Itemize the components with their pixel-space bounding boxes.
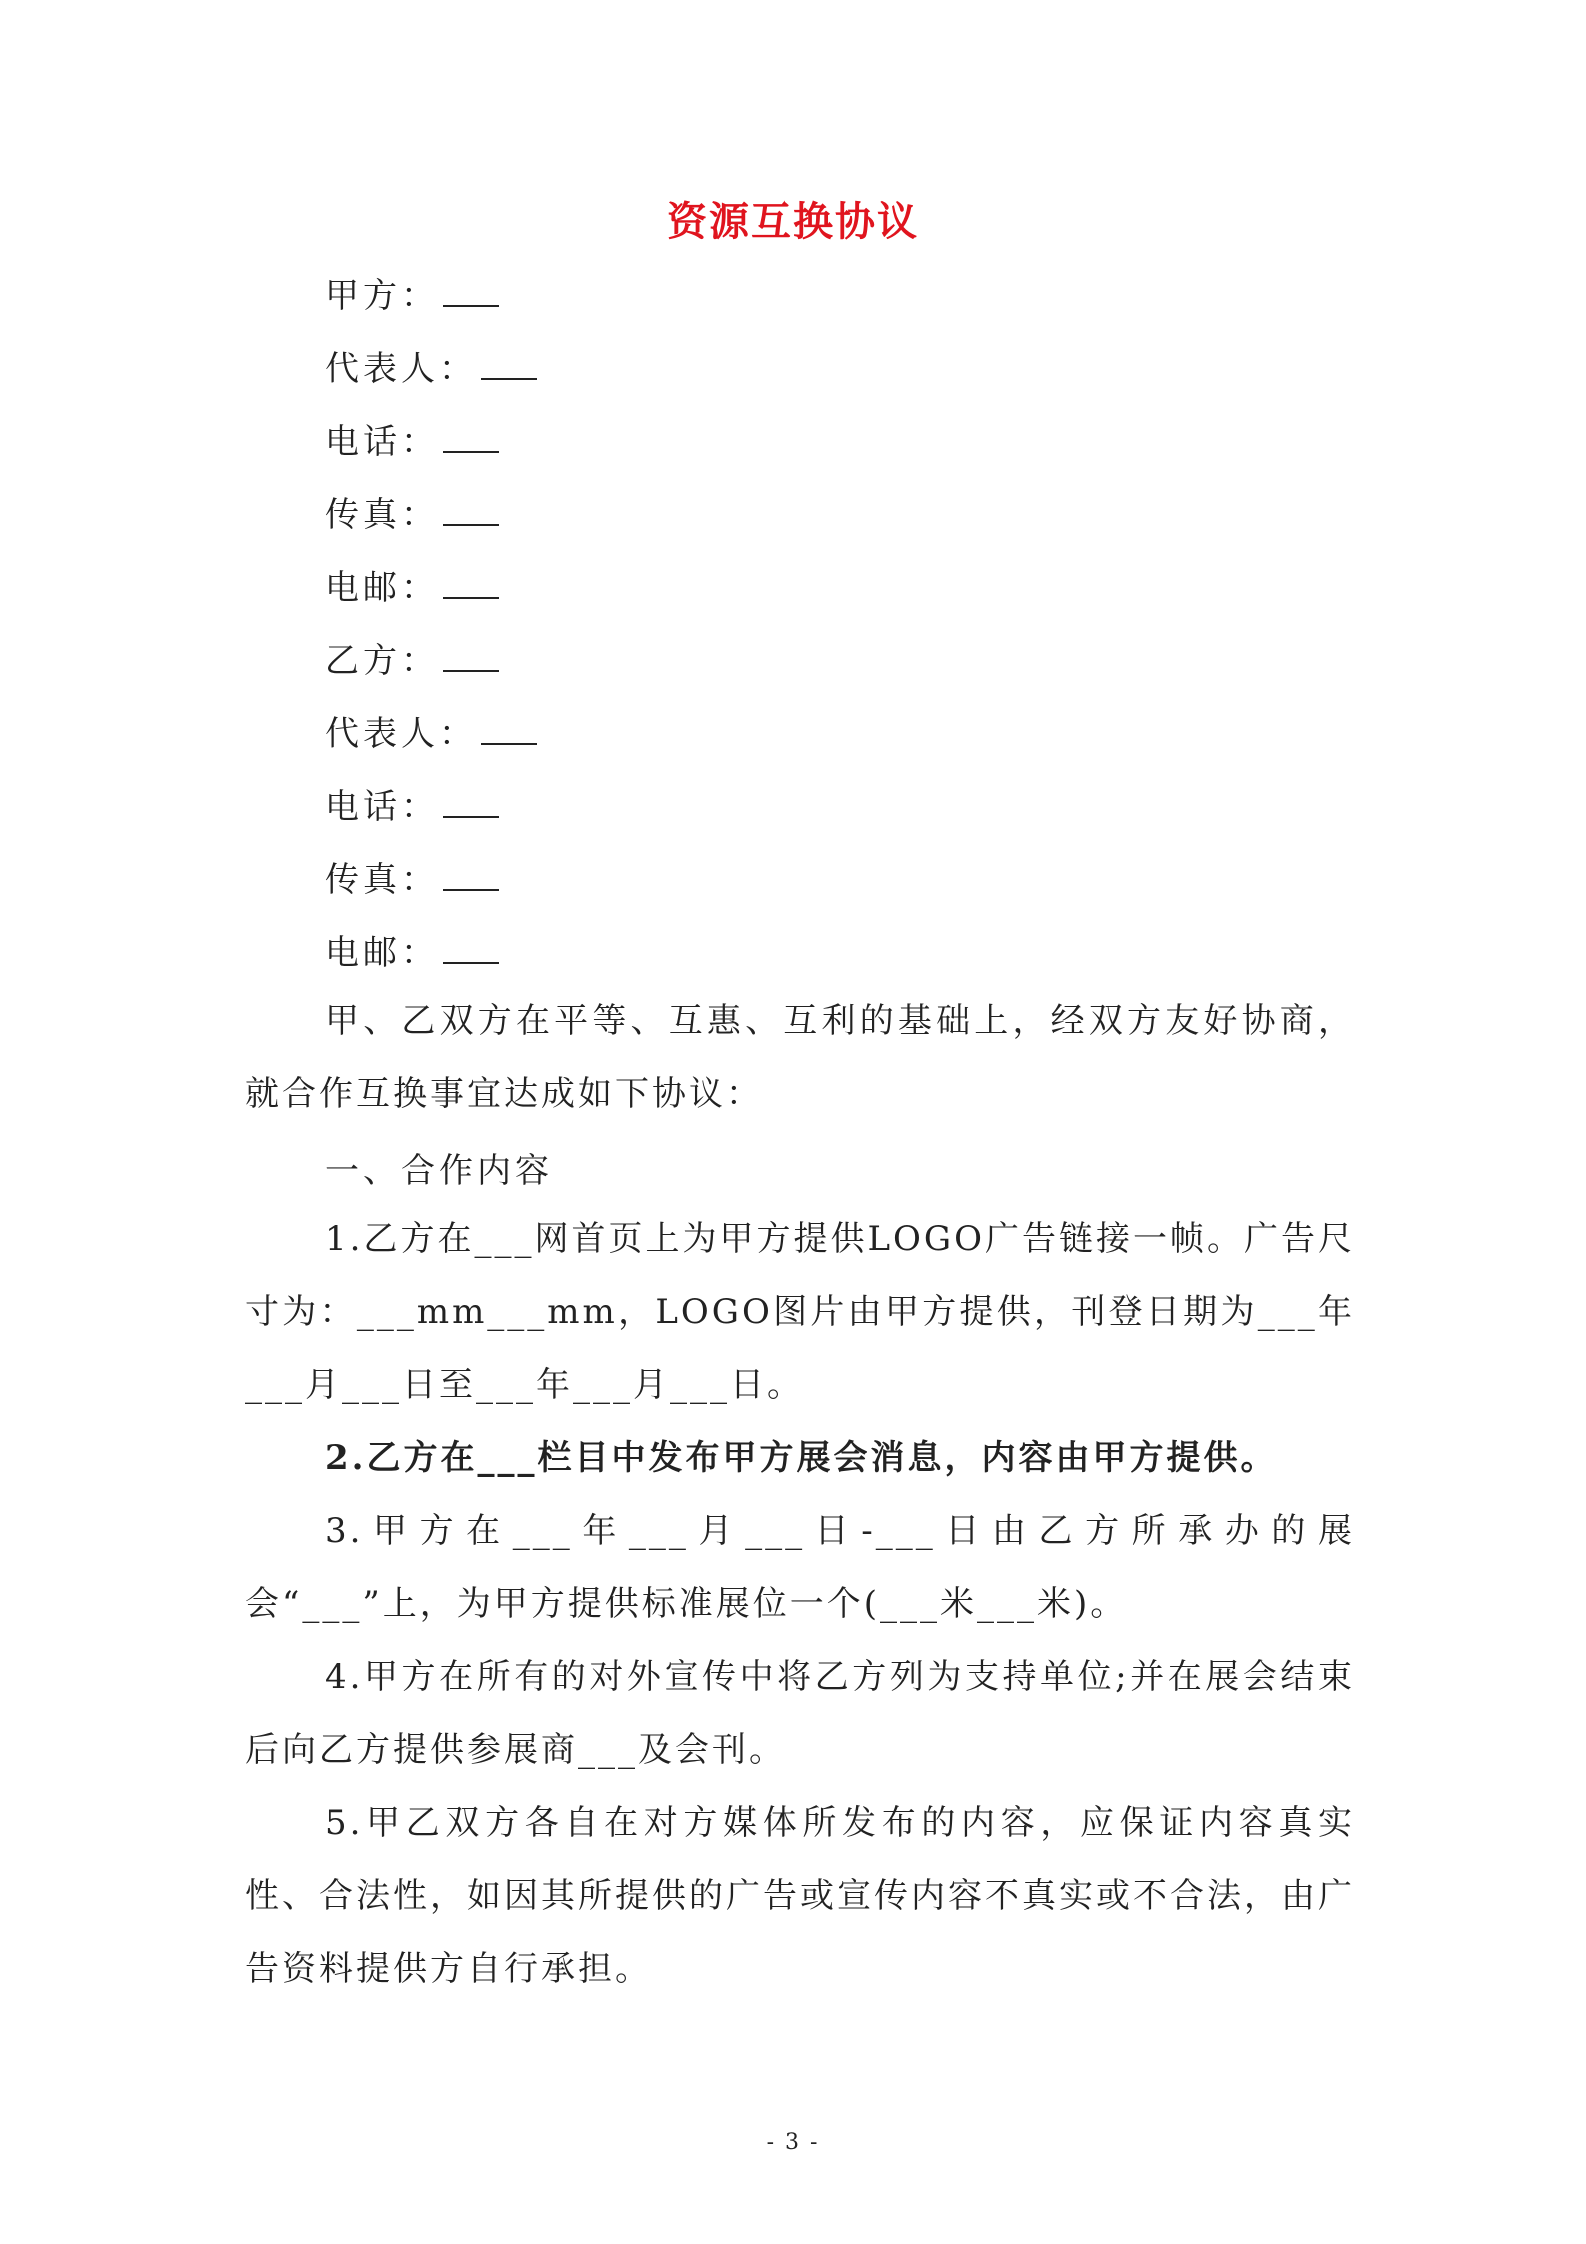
item-2: 2.乙方在___栏目中发布甲方展会消息，内容由甲方提供。	[325, 1438, 1278, 1478]
party-b-phone-field	[325, 783, 499, 831]
party-b-phone-label: 电话：	[325, 787, 439, 827]
party-a-name-field	[325, 272, 499, 320]
party-b-name-field	[325, 637, 499, 685]
party-b-rep-label: 代表人：	[325, 714, 477, 754]
party-a-fax-field	[325, 491, 499, 539]
party-a-email-label: 电邮：	[325, 568, 439, 608]
blank-line	[481, 713, 537, 745]
party-a-phone-field	[325, 418, 499, 466]
blank-line	[443, 567, 499, 599]
page-number: - 3 -	[766, 2130, 820, 2155]
party-a-phone-label: 电话：	[325, 422, 439, 462]
party-a-rep-field	[325, 345, 537, 393]
intro-paragraph: 甲、乙双方在平等、互惠、互利的基础上，经双方友好协商，就合作互换事宜达成如下协议：	[245, 1001, 1355, 1114]
blank-line	[443, 786, 499, 818]
item-3: 3.甲方在___年___月___日-___日由乙方所承办的展会“___”上，为甲方提供标准展位一个(___米___米)。	[245, 1511, 1355, 1624]
blank-line	[443, 494, 499, 526]
blank-line	[443, 932, 499, 964]
party-b-fax-label: 传真：	[325, 860, 439, 900]
document-title: 资源互换协议	[667, 198, 919, 245]
party-a-email-field	[325, 564, 499, 612]
blank-line	[443, 859, 499, 891]
party-a-name-label: 甲方：	[325, 276, 439, 316]
blank-line	[443, 421, 499, 453]
party-b-fax-field	[325, 856, 499, 904]
party-a-rep-label: 代表人：	[325, 349, 477, 389]
party-b-name-label: 乙方：	[325, 641, 439, 681]
item-1: 1.乙方在___网首页上为甲方提供LOGO广告链接一帧。广告尺寸为：___mm___mm，LOGO图片由甲方提供，刊登日期为___年___月___日至___年___月___日。	[245, 1219, 1355, 1405]
blank-line	[443, 640, 499, 672]
party-b-rep-field	[325, 710, 537, 758]
party-b-email-field	[325, 929, 499, 977]
item-5: 5.甲乙双方各自在对方媒体所发布的内容，应保证内容真实性、合法性，如因其所提供的广告或宣传内容不真实或不合法，由广告资料提供方自行承担。	[245, 1803, 1355, 1989]
party-a-fax-label: 传真：	[325, 495, 439, 535]
blank-line	[443, 275, 499, 307]
section-heading: 一、合作内容	[325, 1151, 553, 1191]
item-4: 4.甲方在所有的对外宣传中将乙方列为支持单位;并在展会结束后向乙方提供参展商___及会刊。	[245, 1657, 1355, 1770]
blank-line	[481, 348, 537, 380]
party-b-email-label: 电邮：	[325, 933, 439, 973]
